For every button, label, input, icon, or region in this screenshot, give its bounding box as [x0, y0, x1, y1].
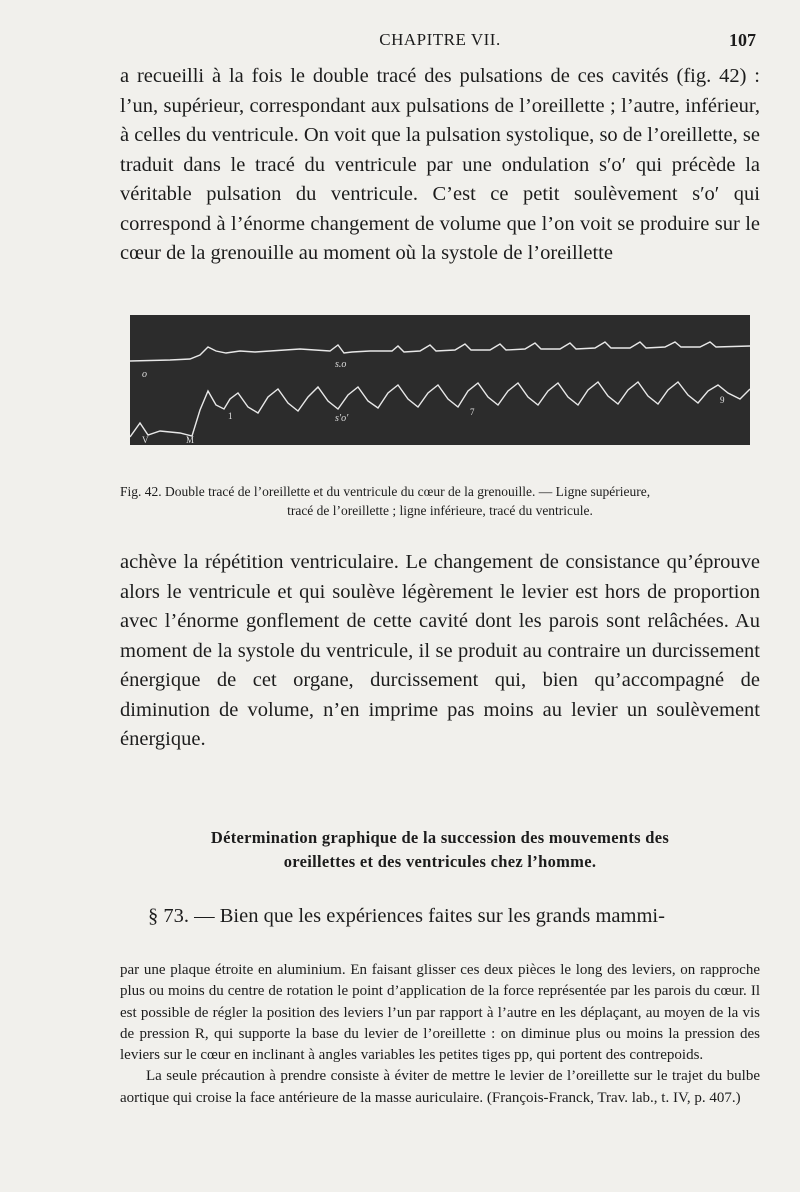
section-paragraph: § 73. — Bien que les expériences faites sur les grands mammi-	[148, 905, 665, 927]
label-so-prime: s′o′	[335, 413, 349, 424]
caption-line-2: tracé de l’oreillette ; ligne inférieure, tracé du ventricule.	[287, 503, 593, 518]
page-number: 107	[729, 30, 756, 50]
section-heading-line-1: Détermination graphique de la succession des mouvements des	[210, 828, 670, 847]
note-paragraph-1: par une plaque étroite en aluminium. En faisant glisser ces deux pièces le long des leviers, on rapproche plus ou moins du centre de rotation le point d’application de la force représentée par les parois du cœur. Il est possible de régler la position des leviers l’un par rapport à l’autre en les déplaçant, au moyen de la vis de pression R, qui supporte la base du levier de l’oreillette : on diminue plus ou moins la pression des leviers sur le cœur en inclinant à angles variables les petites tiges pp, qui portent des contrepoids.	[120, 962, 760, 1064]
section-heading-line-2: oreillettes et des ventricules chez l’homme.	[283, 852, 597, 871]
label-7: 7	[470, 407, 475, 417]
label-9: 9	[720, 395, 725, 405]
figure-42-tracing	[130, 315, 750, 445]
running-header	[120, 30, 760, 56]
paragraph-text: achève la répétition ventriculaire. Le changement de consistance qu’éprouve alors le ventricule et qui soulève légèrement le levier est hors de proportion avec l’énorme gonflement de cette cavité dont les parois sont relâchées. Au moment de la systole du ventricule, il se produit au contraire un durcissement énergique de cet organe, durcissement qui, bien qu’accompagné de diminution de volume, n’en imprime pas moins au levier un soulèvement énergique.	[120, 551, 760, 750]
body-paragraph-2	[120, 548, 760, 755]
tracing-image	[130, 315, 750, 445]
section-heading	[120, 826, 760, 874]
label-so: s.o	[335, 359, 347, 370]
tracing-background	[130, 315, 750, 445]
paragraph-text: a recueilli à la fois le double tracé des pulsations de ces cavités (fig. 42) : l’un, supérieur, correspondant aux pulsations de l’oreillette ; l’autre, inférieur, à celles du ventricule. On voit que la pulsation systolique, so de l’oreillette, se traduit dans le tracé du ventricule par une ondulation s′o′ qui précède la véritable pulsation du ventricule. C’est ce petit soulèvement s′o′ qui correspond à l’énorme changement de volume que l’on voit se produire sur le cœur de la grenouille au moment où la systole de l’oreillette	[120, 65, 760, 264]
label-1: 1	[228, 411, 233, 421]
label-o: o	[142, 369, 147, 380]
label-m: M	[186, 435, 195, 445]
caption-line-1: Fig. 42. Double tracé de l’oreillette et du ventricule du cœur de la grenouille. — Ligne supérieure,	[120, 484, 651, 499]
chapter-title: CHAPITRE VII.	[379, 30, 501, 49]
body-paragraph-1	[120, 62, 760, 269]
note-paragraph-2: La seule précaution à prendre consiste à éviter de mettre le levier de l’oreillette sur le trajet du bulbe aortique qui croise la face antérieure de la masse auriculaire. (François-Franck, Trav. lab., t. IV, p. 407.)	[120, 1068, 760, 1106]
footnote-block	[120, 960, 760, 1109]
figure-caption	[120, 482, 760, 520]
label-v: V	[142, 435, 149, 445]
